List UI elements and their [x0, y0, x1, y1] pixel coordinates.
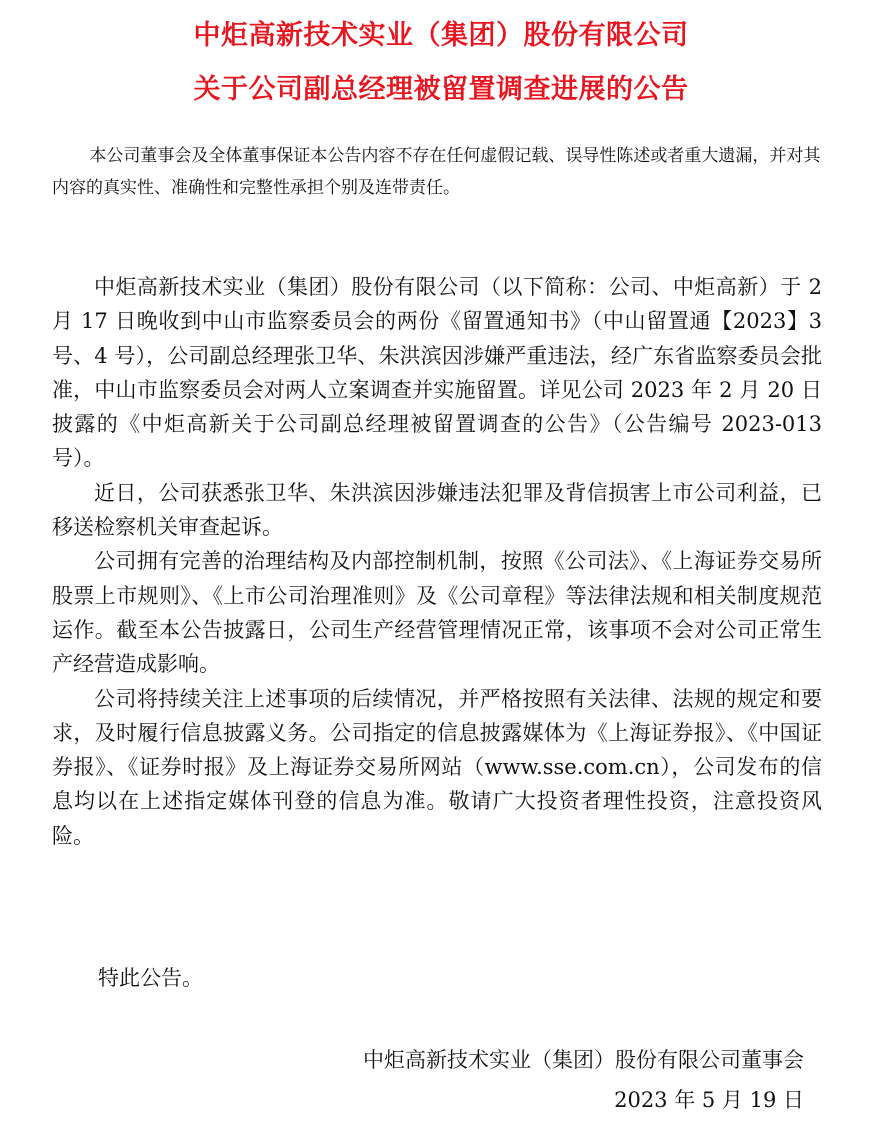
paragraph-disclosure: 公司将持续关注上述事项的后续情况，并严格按照有关法律、法规的规定和要求，及时履行信息披露义务。公司指定的信息披露媒体为《上海证券报》、《中国证券报》、《证券时报》及上海证券交易所网站（www.sse.com.cn），公司发布的信息均以在上述指定媒体刊登的信息为准。敬请广大投资者理性投资，注意投资风险。 [52, 686, 822, 848]
paragraph-background: 中炬高新技术实业（集团）股份有限公司（以下简称：公司、中炬高新）于 2 月 17 日晚收到中山市监察委员会的两份《留置通知书》（中山留置通【2023】3 号、4 号），公司副总经理张卫华、朱洪滨因涉嫌严重违法，经广东省监察委员会批准，中山市监察委员会对两人立案调查并实施留置。详见公司 2023 年 2 月 20 日披露的《中炬高新关于公司副总经理被留置调查的公告》（公告编号 2023-013 号）。 [52, 275, 822, 471]
paragraph-governance: 公司拥有完善的治理结构及内部控制机制，按照《公司法》、《上海证券交易所股票上市规则》、《上市公司治理准则》及《公司章程》等法律法规和相关制度规范运作。截至本公告披露日，公司生产经营管理情况正常，该事项不会对公司正常生产经营造成影响。 [52, 549, 822, 677]
paragraph-progress: 近日，公司获悉张卫华、朱洪滨因涉嫌违法犯罪及背信损害上市公司利益，已移送检察机关审查起诉。 [52, 480, 822, 540]
signature-block [363, 1040, 804, 1120]
document-title-subject: 关于公司副总经理被留置调查进展的公告 [193, 74, 689, 105]
signature-date: 2023 年 5 月 19 日 [614, 1088, 804, 1112]
board-disclaimer: 本公司董事会及全体董事保证本公告内容不存在任何虚假记载、误导性陈述或者重大遗漏，并对其内容的真实性、准确性和完整性承担个别及连带责任。 [52, 146, 821, 198]
announcement-body [52, 270, 822, 853]
document-title-company: 中炬高新技术实业（集团）股份有限公司 [193, 20, 689, 51]
signature-org: 中炬高新技术实业（集团）股份有限公司董事会 [363, 1048, 804, 1072]
closing-statement: 特此公告。 [98, 966, 203, 990]
